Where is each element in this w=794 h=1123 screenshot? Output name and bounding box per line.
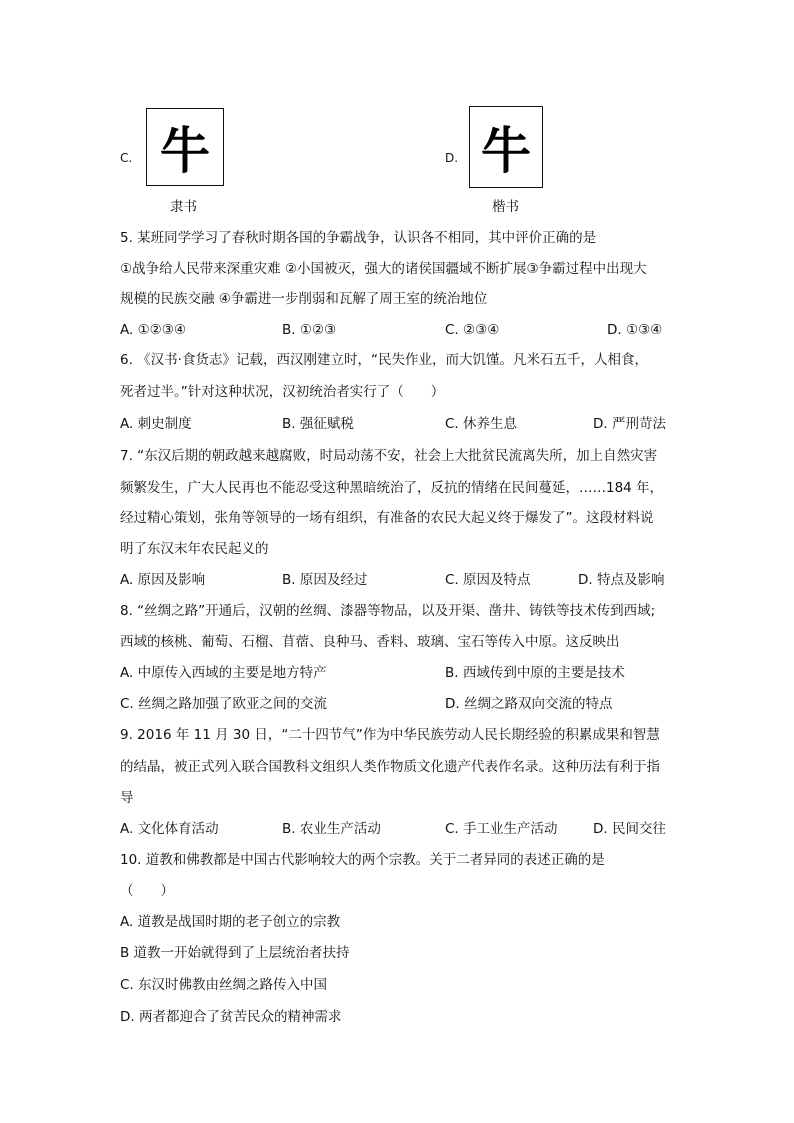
calligraphy-char-clerical: 牛 [160,121,210,180]
q10-line-2: （ ） [120,883,174,899]
option-c-label: C. [120,151,133,165]
q9-line-1: 9. 2016 年 11 月 30 日，“二十四节气”作为中华民族劳动人民长期经验的积累成果和智慧 [120,727,660,743]
q7-option-d: D. 特点及影响 [578,572,665,588]
q7-line-4: 明了东汉末年农民起义的 [120,541,269,557]
q8-option-d: D. 丝绸之路双向交流的特点 [445,696,613,712]
q5-line-2: 规模的民族交融 ④争霸进一步削弱和瓦解了周王室的统治地位 [120,291,488,307]
q8-line-1: 8. “丝绸之路”开通后，汉朝的丝绸、漆器等物品，以及开渠、凿井、铸铁等技术传到西域; [120,603,656,619]
q5-option-b: B. ①②③ [282,322,337,338]
q8-option-a: A. 中原传入西域的主要是地方特产 [120,665,327,681]
q5-option-c: C. ②③④ [445,322,500,338]
q8-line-2: 西域的核桃、葡萄、石榴、苜蓿、良种马、香料、玻璃、宝石等传入中原。这反映出 [120,634,620,650]
q6-option-c: C. 休养生息 [445,416,518,432]
q9-line-3: 导 [120,790,134,806]
caption-regular: 楷书 [492,199,519,215]
q7-option-b: B. 原因及经过 [282,572,368,588]
q7-option-c: C. 原因及特点 [445,572,531,588]
q10-option-b: B 道教一开始就得到了上层统治者扶持 [120,945,350,961]
q6-line-2: 死者过半。”针对这种状况，汉初统治者实行了（ ） [120,384,445,400]
q5-option-d: D. ①③④ [607,322,663,338]
q7-line-1: 7. “东汉后期的朝政越来越腐败，时局动荡不安，社会上大批贫民流离失所，加上自然灾害 [120,448,658,464]
q5-stem: 5. 某班同学学习了春秋时期各国的争霸战争，认识各不相同，其中评价正确的是 [120,230,597,246]
q9-option-a: A. 文化体育活动 [120,821,219,837]
q10-option-c: C. 东汉时佛教由丝绸之路传入中国 [120,977,328,993]
q7-option-a: A. 原因及影响 [120,572,206,588]
q8-option-c: C. 丝绸之路加强了欧亚之间的交流 [120,696,328,712]
q10-option-d: D. 两者都迎合了贫苦民众的精神需求 [120,1009,342,1025]
q9-option-c: C. 手工业生产活动 [445,821,558,837]
calligraphy-char-regular: 牛 [481,121,531,180]
calligraphy-image-regular [469,106,543,188]
q9-line-2: 的结晶，被正式列入联合国教科文组织人类作物质文化遗产代表作名录。这种历法有利于指 [120,759,660,775]
q8-option-b: B. 西域传到中原的主要是技术 [445,665,625,681]
q9-option-d: D. 民间交往 [593,821,666,837]
q9-option-b: B. 农业生产活动 [282,821,381,837]
option-d-label: D. [445,151,459,165]
caption-clerical: 隶书 [170,199,197,215]
q6-option-d: D. 严刑苛法 [593,416,666,432]
q7-line-3: 经过精心策划，张角等领导的一场有组织，有准备的农民大起义终于爆发了”。这段材料说 [120,510,654,526]
calligraphy-image-clerical [146,108,224,186]
q5-line-1: ①战争给人民带来深重灾难 ②小国被灭，强大的诸侯国疆域不断扩展③争霸过程中出现大 [120,261,647,277]
q6-line-1: 6. 《汉书·食货志》记载，西汉刚建立时，“民失作业，而大饥馑。凡米石五千，人相食， [120,352,648,368]
q5-option-a: A. ①②③④ [120,322,186,338]
q6-option-a: A. 刺史制度 [120,416,192,432]
q10-line-1: 10. 道教和佛教都是中国古代影响较大的两个宗教。关于二者异同的表述正确的是 [120,852,605,868]
q6-option-b: B. 强征赋税 [282,416,354,432]
q7-line-2: 频繁发生，广大人民再也不能忍受这种黑暗统治了，反抗的情绪在民间蔓延，……184 年， [120,480,664,496]
q10-option-a: A. 道教是战国时期的老子创立的宗教 [120,914,341,930]
